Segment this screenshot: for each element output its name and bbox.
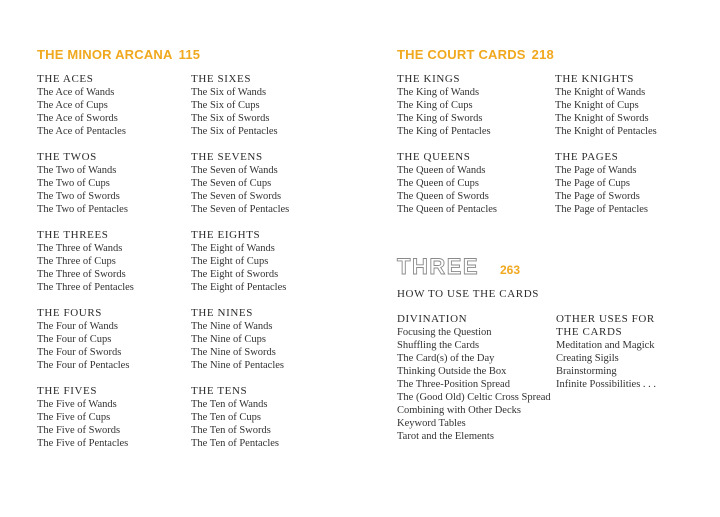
toc-group-title: THE SIXES [191, 73, 252, 85]
toc-entry: The King of Wands [397, 87, 480, 98]
toc-entry: The Four of Cups [37, 334, 112, 345]
minor-arcana-page: 115 [178, 47, 201, 62]
toc-entry: The Eight of Swords [191, 269, 279, 280]
toc-entry: Meditation and Magick [556, 340, 655, 351]
toc-group [37, 385, 134, 450]
toc-entry: The Six of Pentacles [191, 126, 278, 137]
toc-entry: The Ten of Wands [191, 399, 268, 410]
toc-group-title: THE THREES [37, 229, 109, 241]
toc-group [191, 73, 289, 138]
toc-entry: The Two of Pentacles [37, 204, 128, 215]
toc-entry: The King of Swords [397, 113, 483, 124]
toc-entry: The Ace of Cups [37, 100, 108, 111]
toc-entry: The Eight of Cups [191, 256, 269, 267]
toc-entry: The Six of Wands [191, 87, 267, 98]
group-spacer [37, 294, 134, 307]
toc-entry: The Seven of Wands [191, 165, 278, 176]
group-spacer [191, 216, 289, 229]
part-three-left-column [397, 313, 551, 443]
minor-arcana-left-column [37, 73, 134, 450]
toc-entry: The Page of Wands [555, 165, 637, 176]
toc-entry: The Four of Wands [37, 321, 118, 332]
toc-entry: The Three of Cups [37, 256, 116, 267]
toc-entry: The Two of Wands [37, 165, 117, 176]
toc-entry: The Five of Wands [37, 399, 117, 410]
toc-entry: Keyword Tables [397, 418, 466, 429]
court-cards-right-column [555, 73, 657, 216]
toc-entry: The Seven of Pentacles [191, 204, 290, 215]
toc-entry: The Ten of Swords [191, 425, 271, 436]
toc-group-title: DIVINATION [397, 313, 468, 325]
court-cards-page: 218 [531, 47, 554, 62]
toc-entry: The Queen of Pentacles [397, 204, 498, 215]
toc-group [191, 385, 289, 450]
toc-entry: The Ten of Pentacles [191, 438, 279, 449]
part-three-word: THREE [397, 254, 480, 279]
toc-entry: The Seven of Swords [191, 191, 282, 202]
toc-group-title: OTHER USES FOR [556, 313, 655, 325]
toc-entry: The Knight of Pentacles [555, 126, 657, 137]
toc-group [37, 151, 134, 216]
toc-entry: The Knight of Swords [555, 113, 649, 124]
toc-group [556, 313, 656, 391]
toc-entry: The Ace of Wands [37, 87, 115, 98]
part-three-page: 263 [500, 263, 521, 277]
toc-entry: The Six of Cups [191, 100, 260, 111]
toc-group [37, 307, 134, 372]
group-spacer [555, 138, 657, 151]
toc-group-title: THE FIVES [37, 385, 98, 397]
minor-arcana-right-column [191, 73, 289, 450]
toc-entry: The King of Cups [397, 100, 473, 111]
toc-entry: The Three-Position Spread [397, 379, 510, 390]
group-spacer [37, 216, 134, 229]
court-cards-heading [397, 47, 554, 62]
toc-group [555, 73, 657, 138]
toc-entry: The Queen of Cups [397, 178, 479, 189]
group-spacer [37, 372, 134, 385]
toc-entry: The Five of Pentacles [37, 438, 129, 449]
group-spacer [191, 372, 289, 385]
toc-entry: The Eight of Wands [191, 243, 275, 254]
toc-group [397, 151, 497, 216]
toc-group-title: THE TWOS [37, 151, 97, 163]
toc-group-title: THE PAGES [555, 151, 619, 163]
toc-entry: Brainstorming [556, 366, 617, 377]
toc-entry: Tarot and the Elements [397, 431, 494, 442]
toc-group-title: THE FOURS [37, 307, 102, 319]
toc-group [397, 73, 497, 138]
toc-entry: The Three of Swords [37, 269, 126, 280]
toc-group-title: THE KINGS [397, 73, 461, 85]
toc-entry: The Nine of Wands [191, 321, 273, 332]
toc-group [191, 229, 289, 294]
toc-entry: Shuffling the Cards [397, 340, 480, 351]
toc-entry: Focusing the Question [397, 327, 492, 338]
toc-entry: The Ace of Swords [37, 113, 118, 124]
court-cards-title: THE COURT CARDS [397, 47, 526, 62]
toc-group-title: THE EIGHTS [191, 229, 261, 241]
toc-group [555, 151, 657, 216]
toc-entry: The Four of Swords [37, 347, 122, 358]
toc-entry: The Queen of Swords [397, 191, 489, 202]
toc-entry: Infinite Possibilities . . . [556, 379, 657, 390]
group-spacer [191, 138, 289, 151]
group-spacer [191, 294, 289, 307]
toc-entry: The Ten of Cups [191, 412, 261, 423]
minor-arcana-title: THE MINOR ARCANA [37, 47, 173, 62]
toc-entry: The Queen of Wands [397, 165, 486, 176]
toc-group-title: THE ACES [37, 73, 94, 85]
toc-entry: The Seven of Cups [191, 178, 272, 189]
toc-entry: Thinking Outside the Box [397, 366, 507, 377]
toc-entry: The Eight of Pentacles [191, 282, 287, 293]
toc-entry: The Page of Pentacles [555, 204, 649, 215]
group-spacer [397, 138, 497, 151]
part-three-subtitle: HOW TO USE THE CARDS [397, 288, 539, 300]
toc-group [37, 229, 134, 294]
toc-entry: The (Good Old) Celtic Cross Spread [397, 392, 551, 403]
minor-arcana-heading [37, 47, 200, 62]
toc-entry: The Nine of Pentacles [191, 360, 285, 371]
toc-entry: The Knight of Cups [555, 100, 639, 111]
toc-entry: The Two of Swords [37, 191, 120, 202]
toc-entry: The Four of Pentacles [37, 360, 130, 371]
toc-entry: The Three of Wands [37, 243, 123, 254]
group-spacer [37, 138, 134, 151]
toc-entry: The Five of Cups [37, 412, 111, 423]
toc-entry: The Nine of Cups [191, 334, 266, 345]
toc-group-title: THE CARDS [556, 326, 623, 338]
toc-group [37, 73, 134, 138]
toc-group-title: THE SEVENS [191, 151, 263, 163]
toc-entry: Combining with Other Decks [397, 405, 521, 416]
toc-entry: The Six of Swords [191, 113, 270, 124]
toc-group [191, 151, 289, 216]
court-cards-left-column [397, 73, 497, 216]
toc-group-title: THE KNIGHTS [555, 73, 635, 85]
toc-entry: Creating Sigils [556, 353, 619, 364]
toc-group-title: THE QUEENS [397, 151, 471, 163]
toc-entry: The Page of Swords [555, 191, 640, 202]
toc-group-title: THE NINES [191, 307, 253, 319]
toc-entry: The Card(s) of the Day [397, 353, 495, 364]
toc-entry: The Ace of Pentacles [37, 126, 126, 137]
toc-entry: The Two of Cups [37, 178, 110, 189]
toc-entry: The King of Pentacles [397, 126, 491, 137]
toc-entry: The Nine of Swords [191, 347, 276, 358]
toc-entry: The Three of Pentacles [37, 282, 134, 293]
toc-group [397, 313, 551, 443]
toc-entry: The Knight of Wands [555, 87, 646, 98]
toc-group-title: THE TENS [191, 385, 248, 397]
toc-group [191, 307, 289, 372]
toc-entry: The Five of Swords [37, 425, 121, 436]
part-three-right-column [556, 313, 656, 391]
toc-entry: The Page of Cups [555, 178, 630, 189]
